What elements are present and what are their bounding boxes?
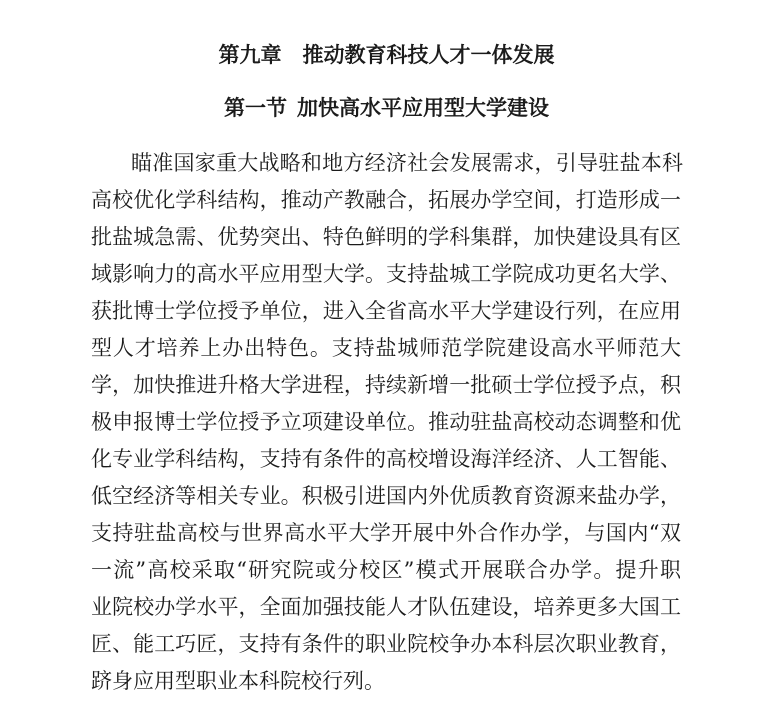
section-heading [0, 95, 773, 121]
paragraph-line: 极申报博士学位授予立项建设单位。推动驻盐高校动态调整和优 [91, 410, 681, 434]
paragraph-line: 型人才培养上办出特色。支持盐城师范学院建设高水平师范大 [91, 336, 681, 360]
chapter-heading [0, 42, 773, 68]
paragraph-line: 低空经济等相关专业。积极引进国内外优质教育资源来盐办学， [91, 484, 681, 508]
paragraph-line: 匠、能工巧匠，支持有条件的职业院校争办本科层次职业教育， [91, 632, 681, 656]
paragraph-line: 域影响力的高水平应用型大学。支持盐城工学院成功更名大学、 [91, 262, 681, 286]
paragraph-line: 业院校办学水平，全面加强技能人才队伍建设，培养更多大国工 [91, 595, 681, 619]
paragraph-line: 获批博士学位授予单位，进入全省高水平大学建设行列，在应用 [91, 299, 681, 323]
paragraph-line: 跻身应用型职业本科院校行列。 [91, 669, 385, 693]
section-title: 加快高水平应用型大学建设 [297, 95, 549, 120]
section-label: 第一节 [224, 95, 287, 120]
paragraph-line: 批盐城急需、优势突出、特色鲜明的学科集群，加快建设具有区 [91, 225, 681, 249]
paragraph-line: 高校优化学科结构，推动产教融合，拓展办学空间，打造形成一 [91, 188, 681, 212]
paragraph-line: 瞄准国家重大战略和地方经济社会发展需求，引导驻盐本科 [131, 151, 683, 175]
paragraph-line: 化专业学科结构，支持有条件的高校增设海洋经济、人工智能、 [91, 447, 681, 471]
chapter-label: 第九章 [218, 43, 282, 67]
paragraph-line: 学，加快推进升格大学进程，持续新增一批硕士学位授予点，积 [91, 373, 681, 397]
paragraph-line: 支持驻盐高校与世界高水平大学开展中外合作办学，与国内“双 [91, 521, 681, 545]
chapter-title: 推动教育科技人才一体发展 [302, 43, 555, 67]
paragraph-line: 一流”高校采取“研究院或分校区”模式开展联合办学。提升职 [91, 558, 681, 582]
body-paragraph [91, 145, 681, 700]
